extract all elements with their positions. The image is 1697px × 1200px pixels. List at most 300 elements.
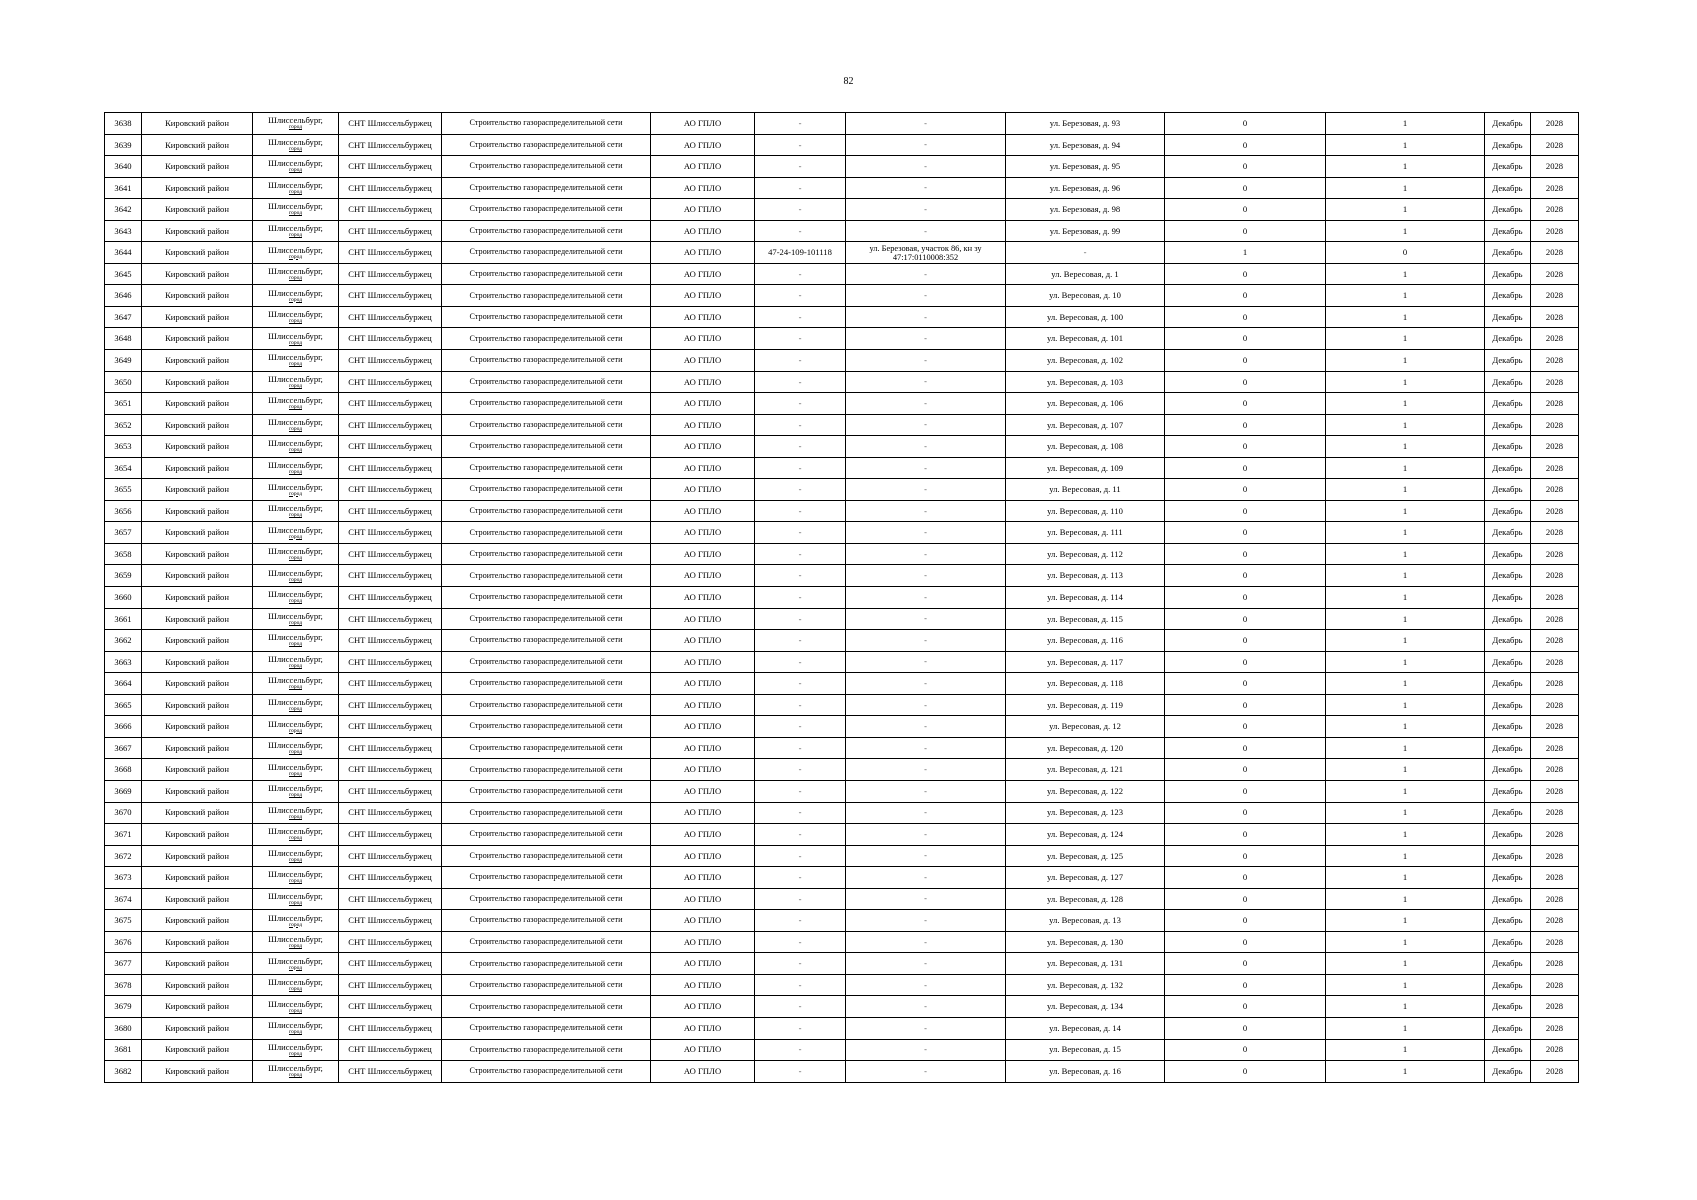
cadastral-number-cell: - bbox=[755, 845, 846, 867]
settlement-cell bbox=[253, 694, 339, 716]
settlement-cell bbox=[253, 888, 339, 910]
year-cell: 2028 bbox=[1531, 802, 1579, 824]
org-cell: АО ГПЛО bbox=[651, 694, 755, 716]
snt-cell: СНТ Шлиссельбуржец bbox=[339, 759, 442, 781]
snt-cell: СНТ Шлиссельбуржец bbox=[339, 543, 442, 565]
cadastral-address-cell: - bbox=[846, 974, 1006, 996]
snt-cell: СНТ Шлиссельбуржец bbox=[339, 845, 442, 867]
settlement-cell bbox=[253, 436, 339, 458]
object-cell: Строительство газораспределительной сети bbox=[442, 931, 651, 953]
address-cell: ул. Вересовая, д. 12 bbox=[1006, 716, 1165, 738]
settlement-sublabel: город bbox=[288, 1050, 302, 1057]
row-number-cell: 3678 bbox=[105, 974, 142, 996]
year-cell: 2028 bbox=[1531, 220, 1579, 242]
count-2-cell: 1 bbox=[1326, 759, 1485, 781]
cadastral-address-cell: - bbox=[846, 931, 1006, 953]
object-cell: Строительство газораспределительной сети bbox=[442, 996, 651, 1018]
count-1-cell: 0 bbox=[1165, 587, 1326, 609]
settlement-label: Шлиссельбург, bbox=[268, 934, 323, 945]
count-2-cell: 1 bbox=[1326, 974, 1485, 996]
object-cell: Строительство газораспределительной сети bbox=[442, 436, 651, 458]
settlement-cell bbox=[253, 780, 339, 802]
settlement-sublabel: город bbox=[288, 490, 302, 497]
row-number-cell: 3650 bbox=[105, 371, 142, 393]
row-number-cell: 3674 bbox=[105, 888, 142, 910]
count-1-cell: 0 bbox=[1165, 845, 1326, 867]
row-number-cell: 3659 bbox=[105, 565, 142, 587]
object-cell: Строительство газораспределительной сети bbox=[442, 414, 651, 436]
cadastral-address-cell: - bbox=[846, 479, 1006, 501]
row-number-cell: 3662 bbox=[105, 630, 142, 652]
cadastral-address-cell: - bbox=[846, 867, 1006, 889]
settlement-sublabel: город bbox=[288, 813, 302, 820]
district-cell: Кировский район bbox=[142, 759, 253, 781]
settlement-label: Шлиссельбург, bbox=[268, 912, 323, 923]
object-cell: Строительство газораспределительной сети bbox=[442, 350, 651, 372]
settlement-label: Шлиссельбург, bbox=[268, 244, 323, 255]
object-cell: Строительство газораспределительной сети bbox=[442, 974, 651, 996]
row-number-cell: 3679 bbox=[105, 996, 142, 1018]
table-row bbox=[105, 1061, 1579, 1083]
year-cell: 2028 bbox=[1531, 694, 1579, 716]
settlement-cell bbox=[253, 587, 339, 609]
row-number-cell: 3655 bbox=[105, 479, 142, 501]
object-cell: Строительство газораспределительной сети bbox=[442, 608, 651, 630]
settlement-label: Шлиссельбург, bbox=[268, 998, 323, 1009]
district-cell: Кировский район bbox=[142, 651, 253, 673]
settlement-sublabel: город bbox=[288, 684, 302, 691]
snt-cell: СНТ Шлиссельбуржец bbox=[339, 306, 442, 328]
table-row bbox=[105, 996, 1579, 1018]
snt-cell: СНТ Шлиссельбуржец bbox=[339, 587, 442, 609]
address-cell: ул. Березовая, д. 96 bbox=[1006, 177, 1165, 199]
snt-cell: СНТ Шлиссельбуржец bbox=[339, 220, 442, 242]
count-2-cell: 1 bbox=[1326, 780, 1485, 802]
address-cell: ул. Вересовая, д. 118 bbox=[1006, 673, 1165, 695]
snt-cell: СНТ Шлиссельбуржец bbox=[339, 285, 442, 307]
year-cell: 2028 bbox=[1531, 371, 1579, 393]
org-cell: АО ГПЛО bbox=[651, 1061, 755, 1083]
count-1-cell: 0 bbox=[1165, 393, 1326, 415]
settlement-label: Шлиссельбург, bbox=[268, 955, 323, 966]
district-cell: Кировский район bbox=[142, 393, 253, 415]
address-cell: ул. Вересовая, д. 122 bbox=[1006, 780, 1165, 802]
address-cell: ул. Вересовая, д. 16 bbox=[1006, 1061, 1165, 1083]
table-row bbox=[105, 242, 1579, 264]
settlement-label: Шлиссельбург, bbox=[268, 287, 323, 298]
settlement-cell bbox=[253, 802, 339, 824]
snt-cell: СНТ Шлиссельбуржец bbox=[339, 1039, 442, 1061]
settlement-label: Шлиссельбург, bbox=[268, 352, 323, 363]
table-row bbox=[105, 716, 1579, 738]
cadastral-address-cell: - bbox=[846, 522, 1006, 544]
org-cell: АО ГПЛО bbox=[651, 587, 755, 609]
settlement-sublabel: город bbox=[288, 662, 302, 669]
table-row bbox=[105, 457, 1579, 479]
settlement-cell bbox=[253, 306, 339, 328]
count-1-cell: 0 bbox=[1165, 177, 1326, 199]
table-row bbox=[105, 113, 1579, 135]
row-number-cell: 3668 bbox=[105, 759, 142, 781]
cadastral-address-cell: - bbox=[846, 673, 1006, 695]
settlement-label: Шлиссельбург, bbox=[268, 977, 323, 988]
row-number-cell: 3640 bbox=[105, 156, 142, 178]
row-number-cell: 3651 bbox=[105, 393, 142, 415]
month-cell: Декабрь bbox=[1485, 500, 1531, 522]
address-cell: ул. Вересовая, д. 101 bbox=[1006, 328, 1165, 350]
cadastral-number-cell: 47-24-109-101118 bbox=[755, 242, 846, 264]
month-cell: Декабрь bbox=[1485, 156, 1531, 178]
month-cell: Декабрь bbox=[1485, 737, 1531, 759]
row-number-cell: 3664 bbox=[105, 673, 142, 695]
settlement-label: Шлиссельбург, bbox=[268, 826, 323, 837]
settlement-cell bbox=[253, 608, 339, 630]
settlement-sublabel: город bbox=[288, 533, 302, 540]
settlement-cell bbox=[253, 996, 339, 1018]
address-cell: ул. Вересовая, д. 128 bbox=[1006, 888, 1165, 910]
settlement-label: Шлиссельбург, bbox=[268, 416, 323, 427]
settlement-cell bbox=[253, 156, 339, 178]
cadastral-number-cell: - bbox=[755, 630, 846, 652]
cadastral-number-cell: - bbox=[755, 910, 846, 932]
object-cell: Строительство газораспределительной сети bbox=[442, 565, 651, 587]
district-cell: Кировский район bbox=[142, 780, 253, 802]
month-cell: Декабрь bbox=[1485, 177, 1531, 199]
cadastral-address-cell: - bbox=[846, 824, 1006, 846]
settlement-sublabel: город bbox=[288, 856, 302, 863]
snt-cell: СНТ Шлиссельбуржец bbox=[339, 673, 442, 695]
district-cell: Кировский район bbox=[142, 845, 253, 867]
org-cell: АО ГПЛО bbox=[651, 974, 755, 996]
count-2-cell: 1 bbox=[1326, 888, 1485, 910]
row-number-cell: 3660 bbox=[105, 587, 142, 609]
year-cell: 2028 bbox=[1531, 716, 1579, 738]
cadastral-address-cell: - bbox=[846, 630, 1006, 652]
year-cell: 2028 bbox=[1531, 780, 1579, 802]
settlement-label: Шлиссельбург, bbox=[268, 589, 323, 600]
month-cell: Декабрь bbox=[1485, 134, 1531, 156]
address-cell: ул. Вересовая, д. 115 bbox=[1006, 608, 1165, 630]
address-cell: ул. Вересовая, д. 123 bbox=[1006, 802, 1165, 824]
settlement-label: Шлиссельбург, bbox=[268, 804, 323, 815]
address-cell: ул. Вересовая, д. 106 bbox=[1006, 393, 1165, 415]
district-cell: Кировский район bbox=[142, 565, 253, 587]
cadastral-number-cell: - bbox=[755, 522, 846, 544]
org-cell: АО ГПЛО bbox=[651, 285, 755, 307]
object-cell: Строительство газораспределительной сети bbox=[442, 1061, 651, 1083]
month-cell: Декабрь bbox=[1485, 888, 1531, 910]
year-cell: 2028 bbox=[1531, 737, 1579, 759]
count-1-cell: 0 bbox=[1165, 888, 1326, 910]
month-cell: Декабрь bbox=[1485, 371, 1531, 393]
object-cell: Строительство газораспределительной сети bbox=[442, 910, 651, 932]
address-cell: ул. Вересовая, д. 100 bbox=[1006, 306, 1165, 328]
object-cell: Строительство газораспределительной сети bbox=[442, 1039, 651, 1061]
settlement-cell bbox=[253, 263, 339, 285]
address-cell: ул. Вересовая, д. 107 bbox=[1006, 414, 1165, 436]
table-row bbox=[105, 931, 1579, 953]
count-2-cell: 1 bbox=[1326, 543, 1485, 565]
month-cell: Декабрь bbox=[1485, 974, 1531, 996]
settlement-label: Шлиссельбург, bbox=[268, 1063, 323, 1074]
count-2-cell: 1 bbox=[1326, 845, 1485, 867]
district-cell: Кировский район bbox=[142, 737, 253, 759]
count-2-cell: 1 bbox=[1326, 328, 1485, 350]
year-cell: 2028 bbox=[1531, 651, 1579, 673]
year-cell: 2028 bbox=[1531, 457, 1579, 479]
settlement-label: Шлиссельбург, bbox=[268, 653, 323, 664]
count-2-cell: 1 bbox=[1326, 371, 1485, 393]
settlement-label: Шлиссельбург, bbox=[268, 761, 323, 772]
district-cell: Кировский район bbox=[142, 587, 253, 609]
district-cell: Кировский район bbox=[142, 328, 253, 350]
year-cell: 2028 bbox=[1531, 350, 1579, 372]
district-cell: Кировский район bbox=[142, 263, 253, 285]
snt-cell: СНТ Шлиссельбуржец bbox=[339, 888, 442, 910]
cadastral-number-cell: - bbox=[755, 306, 846, 328]
year-cell: 2028 bbox=[1531, 479, 1579, 501]
count-2-cell: 1 bbox=[1326, 393, 1485, 415]
org-cell: АО ГПЛО bbox=[651, 263, 755, 285]
district-cell: Кировский район bbox=[142, 673, 253, 695]
year-cell: 2028 bbox=[1531, 263, 1579, 285]
count-1-cell: 0 bbox=[1165, 931, 1326, 953]
org-cell: АО ГПЛО bbox=[651, 220, 755, 242]
count-1-cell: 0 bbox=[1165, 457, 1326, 479]
year-cell: 2028 bbox=[1531, 522, 1579, 544]
cadastral-address-cell: - bbox=[846, 393, 1006, 415]
settlement-cell bbox=[253, 414, 339, 436]
year-cell: 2028 bbox=[1531, 285, 1579, 307]
snt-cell: СНТ Шлиссельбуржец bbox=[339, 630, 442, 652]
cadastral-number-cell: - bbox=[755, 759, 846, 781]
cadastral-number-cell: - bbox=[755, 328, 846, 350]
settlement-label: Шлиссельбург, bbox=[268, 438, 323, 449]
object-cell: Строительство газораспределительной сети bbox=[442, 953, 651, 975]
org-cell: АО ГПЛО bbox=[651, 780, 755, 802]
cadastral-number-cell: - bbox=[755, 350, 846, 372]
address-cell: ул. Вересовая, д. 10 bbox=[1006, 285, 1165, 307]
snt-cell: СНТ Шлиссельбуржец bbox=[339, 824, 442, 846]
snt-cell: СНТ Шлиссельбуржец bbox=[339, 350, 442, 372]
year-cell: 2028 bbox=[1531, 393, 1579, 415]
org-cell: АО ГПЛО bbox=[651, 608, 755, 630]
table-row bbox=[105, 867, 1579, 889]
settlement-sublabel: город bbox=[288, 921, 302, 928]
year-cell: 2028 bbox=[1531, 931, 1579, 953]
snt-cell: СНТ Шлиссельбуржец bbox=[339, 608, 442, 630]
org-cell: АО ГПЛО bbox=[651, 845, 755, 867]
org-cell: АО ГПЛО bbox=[651, 737, 755, 759]
cadastral-address-cell: - bbox=[846, 694, 1006, 716]
snt-cell: СНТ Шлиссельбуржец bbox=[339, 716, 442, 738]
settlement-label: Шлиссельбург, bbox=[268, 847, 323, 858]
table-body bbox=[105, 113, 1579, 1083]
snt-cell: СНТ Шлиссельбуржец bbox=[339, 156, 442, 178]
object-cell: Строительство газораспределительной сети bbox=[442, 587, 651, 609]
district-cell: Кировский район bbox=[142, 931, 253, 953]
row-number-cell: 3648 bbox=[105, 328, 142, 350]
org-cell: АО ГПЛО bbox=[651, 414, 755, 436]
settlement-sublabel: город bbox=[288, 706, 302, 713]
settlement-label: Шлиссельбург, bbox=[268, 201, 323, 212]
row-number-cell: 3646 bbox=[105, 285, 142, 307]
cadastral-number-cell: - bbox=[755, 694, 846, 716]
count-1-cell: 0 bbox=[1165, 910, 1326, 932]
settlement-cell bbox=[253, 350, 339, 372]
settlement-cell bbox=[253, 716, 339, 738]
org-cell: АО ГПЛО bbox=[651, 393, 755, 415]
snt-cell: СНТ Шлиссельбуржец bbox=[339, 479, 442, 501]
org-cell: АО ГПЛО bbox=[651, 931, 755, 953]
count-2-cell: 1 bbox=[1326, 587, 1485, 609]
year-cell: 2028 bbox=[1531, 996, 1579, 1018]
cadastral-number-cell: - bbox=[755, 587, 846, 609]
address-cell: ул. Вересовая, д. 108 bbox=[1006, 436, 1165, 458]
table-row bbox=[105, 220, 1579, 242]
settlement-sublabel: город bbox=[288, 253, 302, 260]
cadastral-number-cell: - bbox=[755, 1039, 846, 1061]
count-2-cell: 1 bbox=[1326, 1061, 1485, 1083]
settlement-label: Шлиссельбург, bbox=[268, 309, 323, 320]
cadastral-number-cell: - bbox=[755, 1017, 846, 1039]
snt-cell: СНТ Шлиссельбуржец bbox=[339, 931, 442, 953]
cadastral-address-cell: - bbox=[846, 414, 1006, 436]
month-cell: Декабрь bbox=[1485, 716, 1531, 738]
settlement-label: Шлиссельбург, bbox=[268, 567, 323, 578]
count-1-cell: 0 bbox=[1165, 996, 1326, 1018]
month-cell: Декабрь bbox=[1485, 802, 1531, 824]
table-row bbox=[105, 263, 1579, 285]
org-cell: АО ГПЛО bbox=[651, 910, 755, 932]
settlement-sublabel: город bbox=[288, 447, 302, 454]
count-1-cell: 0 bbox=[1165, 285, 1326, 307]
table-row bbox=[105, 522, 1579, 544]
object-cell: Строительство газораспределительной сети bbox=[442, 1017, 651, 1039]
table-row bbox=[105, 845, 1579, 867]
cadastral-number-cell: - bbox=[755, 113, 846, 135]
cadastral-address-cell: - bbox=[846, 285, 1006, 307]
settlement-sublabel: город bbox=[288, 964, 302, 971]
month-cell: Декабрь bbox=[1485, 845, 1531, 867]
settlement-label: Шлиссельбург, bbox=[268, 1041, 323, 1052]
settlement-cell bbox=[253, 220, 339, 242]
snt-cell: СНТ Шлиссельбуржец bbox=[339, 371, 442, 393]
settlement-cell bbox=[253, 910, 339, 932]
table-row bbox=[105, 436, 1579, 458]
district-cell: Кировский район bbox=[142, 888, 253, 910]
cadastral-address-cell: - bbox=[846, 716, 1006, 738]
district-cell: Кировский район bbox=[142, 285, 253, 307]
org-cell: АО ГПЛО bbox=[651, 328, 755, 350]
district-cell: Кировский район bbox=[142, 156, 253, 178]
count-2-cell: 1 bbox=[1326, 630, 1485, 652]
object-cell: Строительство газораспределительной сети bbox=[442, 500, 651, 522]
settlement-sublabel: город bbox=[288, 727, 302, 734]
org-cell: АО ГПЛО bbox=[651, 651, 755, 673]
settlement-sublabel: город bbox=[288, 167, 302, 174]
cadastral-number-cell: - bbox=[755, 888, 846, 910]
table-row bbox=[105, 500, 1579, 522]
cadastral-address-cell: - bbox=[846, 500, 1006, 522]
settlement-sublabel: город bbox=[288, 835, 302, 842]
count-2-cell: 1 bbox=[1326, 479, 1485, 501]
month-cell: Декабрь bbox=[1485, 436, 1531, 458]
settlement-cell bbox=[253, 177, 339, 199]
count-2-cell: 1 bbox=[1326, 285, 1485, 307]
month-cell: Декабрь bbox=[1485, 543, 1531, 565]
settlement-label: Шлиссельбург, bbox=[268, 503, 323, 514]
object-cell: Строительство газораспределительной сети bbox=[442, 802, 651, 824]
cadastral-number-cell: - bbox=[755, 565, 846, 587]
address-cell: ул. Вересовая, д. 15 bbox=[1006, 1039, 1165, 1061]
count-2-cell: 1 bbox=[1326, 220, 1485, 242]
settlement-label: Шлиссельбург, bbox=[268, 179, 323, 190]
month-cell: Декабрь bbox=[1485, 780, 1531, 802]
district-cell: Кировский район bbox=[142, 457, 253, 479]
object-cell: Строительство газораспределительной сети bbox=[442, 199, 651, 221]
table-row bbox=[105, 824, 1579, 846]
count-2-cell: 1 bbox=[1326, 350, 1485, 372]
org-cell: АО ГПЛО bbox=[651, 996, 755, 1018]
count-2-cell: 1 bbox=[1326, 824, 1485, 846]
district-cell: Кировский район bbox=[142, 630, 253, 652]
cadastral-address-cell: - bbox=[846, 953, 1006, 975]
cadastral-number-cell: - bbox=[755, 436, 846, 458]
month-cell: Декабрь bbox=[1485, 867, 1531, 889]
cadastral-number-cell: - bbox=[755, 974, 846, 996]
snt-cell: СНТ Шлиссельбуржец bbox=[339, 780, 442, 802]
snt-cell: СНТ Шлиссельбуржец bbox=[339, 867, 442, 889]
district-cell: Кировский район bbox=[142, 350, 253, 372]
settlement-label: Шлиссельбург, bbox=[268, 1020, 323, 1031]
count-2-cell: 1 bbox=[1326, 199, 1485, 221]
month-cell: Декабрь bbox=[1485, 393, 1531, 415]
row-number-cell: 3644 bbox=[105, 242, 142, 264]
count-1-cell: 0 bbox=[1165, 608, 1326, 630]
object-cell: Строительство газораспределительной сети bbox=[442, 543, 651, 565]
settlement-cell bbox=[253, 328, 339, 350]
count-2-cell: 1 bbox=[1326, 113, 1485, 135]
object-cell: Строительство газораспределительной сети bbox=[442, 285, 651, 307]
settlement-cell bbox=[253, 134, 339, 156]
object-cell: Строительство газораспределительной сети bbox=[442, 328, 651, 350]
count-1-cell: 0 bbox=[1165, 716, 1326, 738]
snt-cell: СНТ Шлиссельбуржец bbox=[339, 134, 442, 156]
district-cell: Кировский район bbox=[142, 371, 253, 393]
count-2-cell: 1 bbox=[1326, 910, 1485, 932]
object-cell: Строительство газораспределительной сети bbox=[442, 522, 651, 544]
settlement-cell bbox=[253, 113, 339, 135]
row-number-cell: 3663 bbox=[105, 651, 142, 673]
row-number-cell: 3645 bbox=[105, 263, 142, 285]
year-cell: 2028 bbox=[1531, 759, 1579, 781]
cadastral-number-cell: - bbox=[755, 651, 846, 673]
cadastral-address-cell: - bbox=[846, 113, 1006, 135]
snt-cell: СНТ Шлиссельбуржец bbox=[339, 694, 442, 716]
cadastral-address-cell: - bbox=[846, 910, 1006, 932]
settlement-label: Шлиссельбург, bbox=[268, 740, 323, 751]
year-cell: 2028 bbox=[1531, 156, 1579, 178]
count-1-cell: 0 bbox=[1165, 974, 1326, 996]
org-cell: АО ГПЛО bbox=[651, 479, 755, 501]
row-number-cell: 3652 bbox=[105, 414, 142, 436]
org-cell: АО ГПЛО bbox=[651, 1039, 755, 1061]
cadastral-number-cell: - bbox=[755, 414, 846, 436]
address-cell: ул. Вересовая, д. 109 bbox=[1006, 457, 1165, 479]
year-cell: 2028 bbox=[1531, 630, 1579, 652]
count-1-cell: 0 bbox=[1165, 780, 1326, 802]
